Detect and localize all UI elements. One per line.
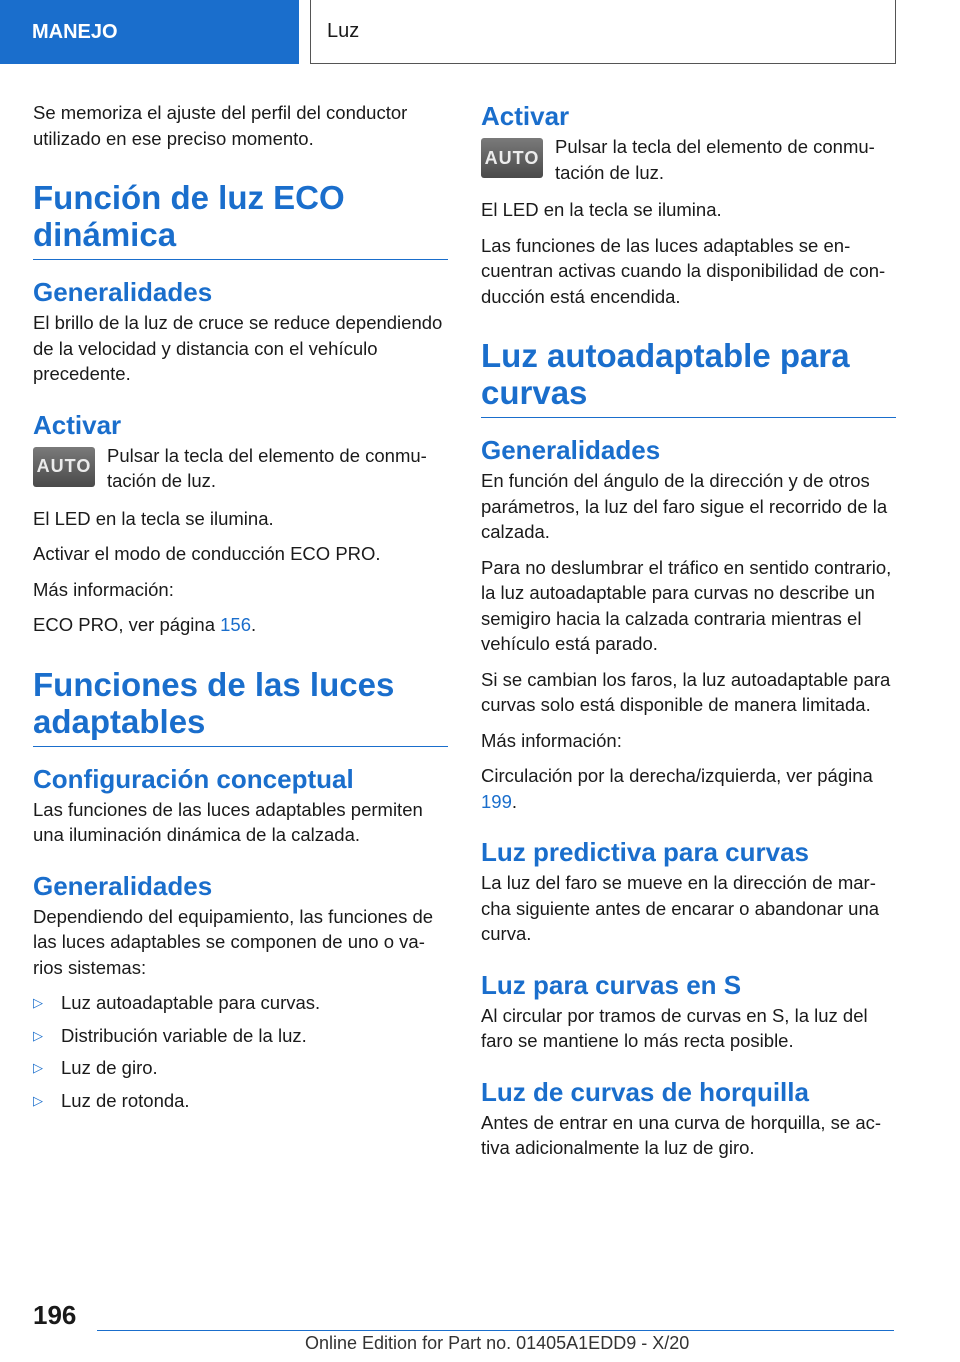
adaptive-activar-text: Pulsar la tecla del elemento de conmutación de luz.: [555, 136, 875, 183]
page-header: [0, 0, 960, 68]
list-item-text: Distribución variable de la luz.: [61, 1024, 307, 1046]
footer-divider: [97, 1330, 894, 1331]
auto-button-icon: AUTO: [481, 138, 543, 178]
eco-generalidades-text: El brillo de la luz de cruce se reduce dependiendo de la velocidad y distancia con el vehículo precedente.: [33, 312, 443, 384]
adaptive-generalidades-heading: Generalidades: [33, 870, 213, 901]
list-item: [33, 1088, 448, 1114]
list-item: [33, 990, 448, 1016]
curve-headlamp-text: Si se cambian los faros, la luz autoadaptable para curvas solo está disponible de manera limitada.: [481, 668, 891, 715]
chapter-title: Luz: [310, 0, 896, 64]
curve-glare-text: Para no deslumbrar el tráfico en sentido contrario, la luz autoadaptable para curvas no describe un semigiro hacia la calzada contraria mientras el vehículo está parado.: [481, 556, 892, 654]
triangle-bullet-icon: ▷: [33, 1027, 43, 1043]
curve-reference-text: Circulación por la derecha/izquierda, ver página: [481, 765, 873, 786]
curve-section-title: Luz autoadaptable para curvas: [481, 337, 896, 418]
footer-edition: Online Edition for Part no. 01405A1EDD9 - X/20: [305, 1333, 690, 1353]
predictive-text: La luz del faro se mueve en la dirección de marcha siguiente antes de encarar o abandonar una curva.: [481, 872, 880, 944]
eco-led-text: El LED en la tecla se ilumina.: [33, 507, 274, 529]
list-item-text: Luz de giro.: [61, 1057, 158, 1078]
adaptive-activar-heading: Activar: [481, 101, 570, 131]
list-item: [33, 1055, 448, 1081]
eco-mode-text: Activar el modo de conducción ECO PRO.: [33, 543, 381, 564]
hairpin-text: Antes de entrar en una curva de horquilla, se activa adicionalmente la luz de giro.: [481, 1111, 882, 1158]
eco-section-title: Función de luz ECO dinámica: [33, 179, 448, 260]
section-tab[interactable]: MANEJO: [0, 0, 299, 64]
adaptive-active-text: Las funciones de las luces adaptables se encuentran activas cuando la disponibilidad de conducción está encendida.: [481, 234, 886, 307]
triangle-bullet-icon: ▷: [33, 1092, 43, 1108]
triangle-bullet-icon: ▷: [33, 995, 43, 1010]
curve-reference: [481, 763, 896, 814]
predictive-heading: Luz predictiva para curvas: [481, 837, 810, 867]
eco-generalidades-heading: Generalidades: [33, 277, 213, 307]
curve-generalidades-text: En función del ángulo de la dirección y de otros parámetros, la luz del faro sigue el recorrido de la calzada.: [481, 470, 888, 542]
list-item-text: Luz autoadaptable para curvas.: [61, 992, 321, 1013]
eco-auto-instruction: [33, 443, 448, 494]
adaptive-generalidades-text: Dependiendo del equipamiento, las funciones de las luces adaptables se componen de uno o varios sistemas:: [33, 905, 434, 978]
s-curve-heading: Luz para curvas en S: [481, 969, 742, 1000]
page-number: 196: [33, 1300, 77, 1330]
curve-more-info: Más información:: [481, 729, 622, 751]
adaptive-auto-instruction: [481, 134, 896, 185]
eco-activar-heading: Activar: [33, 409, 122, 440]
s-curve-text: Al circular por tramos de curvas en S, la luz del faro se mantiene lo más recta posible.: [481, 1004, 868, 1051]
eco-reference-end: .: [251, 614, 257, 635]
eco-more-info: Más información:: [33, 578, 174, 600]
auto-button-icon: AUTO: [33, 447, 95, 487]
right-column: [481, 100, 896, 1171]
concept-heading: Configuración conceptual: [33, 763, 354, 794]
curve-generalidades-heading: Generalidades: [481, 435, 661, 465]
triangle-bullet-icon: ▷: [33, 1060, 43, 1075]
page-link-156[interactable]: 156: [220, 614, 252, 635]
hairpin-heading: Luz de curvas de horquilla: [481, 1076, 809, 1107]
eco-reference-text: ECO PRO, ver página: [33, 614, 215, 635]
list-item: [33, 1023, 448, 1049]
curve-reference-end: .: [511, 790, 518, 812]
page-link-199[interactable]: 199: [481, 790, 512, 812]
adaptive-led-text: El LED en la tecla se ilumina.: [481, 199, 722, 220]
list-item-text: Luz de rotonda.: [61, 1089, 190, 1111]
adaptive-systems-list: [33, 990, 448, 1113]
left-column: [33, 100, 448, 1120]
adaptive-section-title: Funciones de las luces adaptables: [33, 666, 448, 747]
intro-text: Se memoriza el ajuste del perfil del conductor utilizado en ese preciso momento.: [33, 102, 408, 149]
eco-activar-text: Pulsar la tecla del elemento de conmutación de luz.: [107, 444, 427, 491]
eco-reference: [33, 612, 448, 638]
concept-text: Las funciones de las luces adaptables permiten una iluminación dinámica de la calzada.: [33, 798, 423, 845]
